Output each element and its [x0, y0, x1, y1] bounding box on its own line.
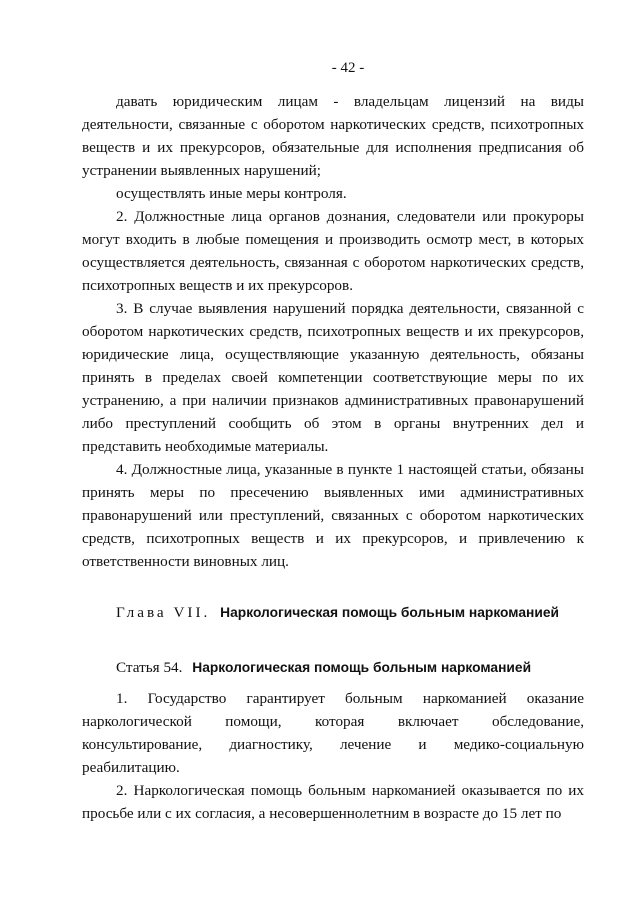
- paragraph-bottom-2: 2. Наркологическая помощь больным наркоманией оказывается по их просьбе или с их согласия, а несовершеннолетним в возрасте до 15 лет по: [82, 782, 584, 822]
- chapter-label: Глава VII.: [116, 604, 211, 621]
- article-label: Статья 54.: [116, 659, 183, 676]
- paragraph-top-2: осуществлять иные меры контроля.: [116, 185, 347, 202]
- bottom-section: [82, 687, 584, 825]
- paragraph-bottom-1: 1. Государство гарантирует больным наркоманией оказание наркологической помощи, которая включает обследование, консультирование, диагностику, лечение и медико-социальную реабилитацию.: [82, 690, 584, 776]
- top-section: [82, 90, 584, 573]
- page-number: - 42 -: [331, 60, 365, 76]
- paragraph-top-3: 2. Должностные лица органов дознания, следователи или прокуроры могут входить в любые помещения и производить осмотр мест, в которых осуществляется деятельность, связанная с оборотом наркотических средств, психотропных веществ и их прекурсоров.: [82, 208, 584, 294]
- article-title: Наркологическая помощь больным наркоманией: [192, 660, 532, 675]
- chapter-heading: [82, 601, 584, 624]
- article-heading: [82, 656, 584, 679]
- paragraph-top-5: 4. Должностные лица, указанные в пункте 1 настоящей статьи, обязаны принять меры по пресечению выявленных ими административных правонарушений или преступлений, связанных с оборотом наркотических средств, психотропных веществ и их прекурсоров, и привлечению к ответственности виновных лиц.: [82, 461, 584, 570]
- paragraph-top-1: давать юридическим лицам - владельцам лицензий на виды деятельности, связанные с оборотом наркотических средств, психотропных веществ и их прекурсоров, обязательные для исполнения предписания об устранении выявленных нарушений;: [82, 93, 584, 179]
- chapter-title: Наркологическая помощь больным наркоманией: [220, 605, 559, 620]
- paragraph-top-4: 3. В случае выявления нарушений порядка деятельности, связанной с оборотом наркотических средств, психотропных веществ и их прекурсоров, юридические лица, осуществляющие указанную деятельность, обязаны принять в пределах своей компетенции соответствующие меры по их устранению, а при наличии признаков административных правонарушений либо преступлений сообщить об этом в органы внутренних дел и представить необходимые материалы.: [82, 300, 584, 455]
